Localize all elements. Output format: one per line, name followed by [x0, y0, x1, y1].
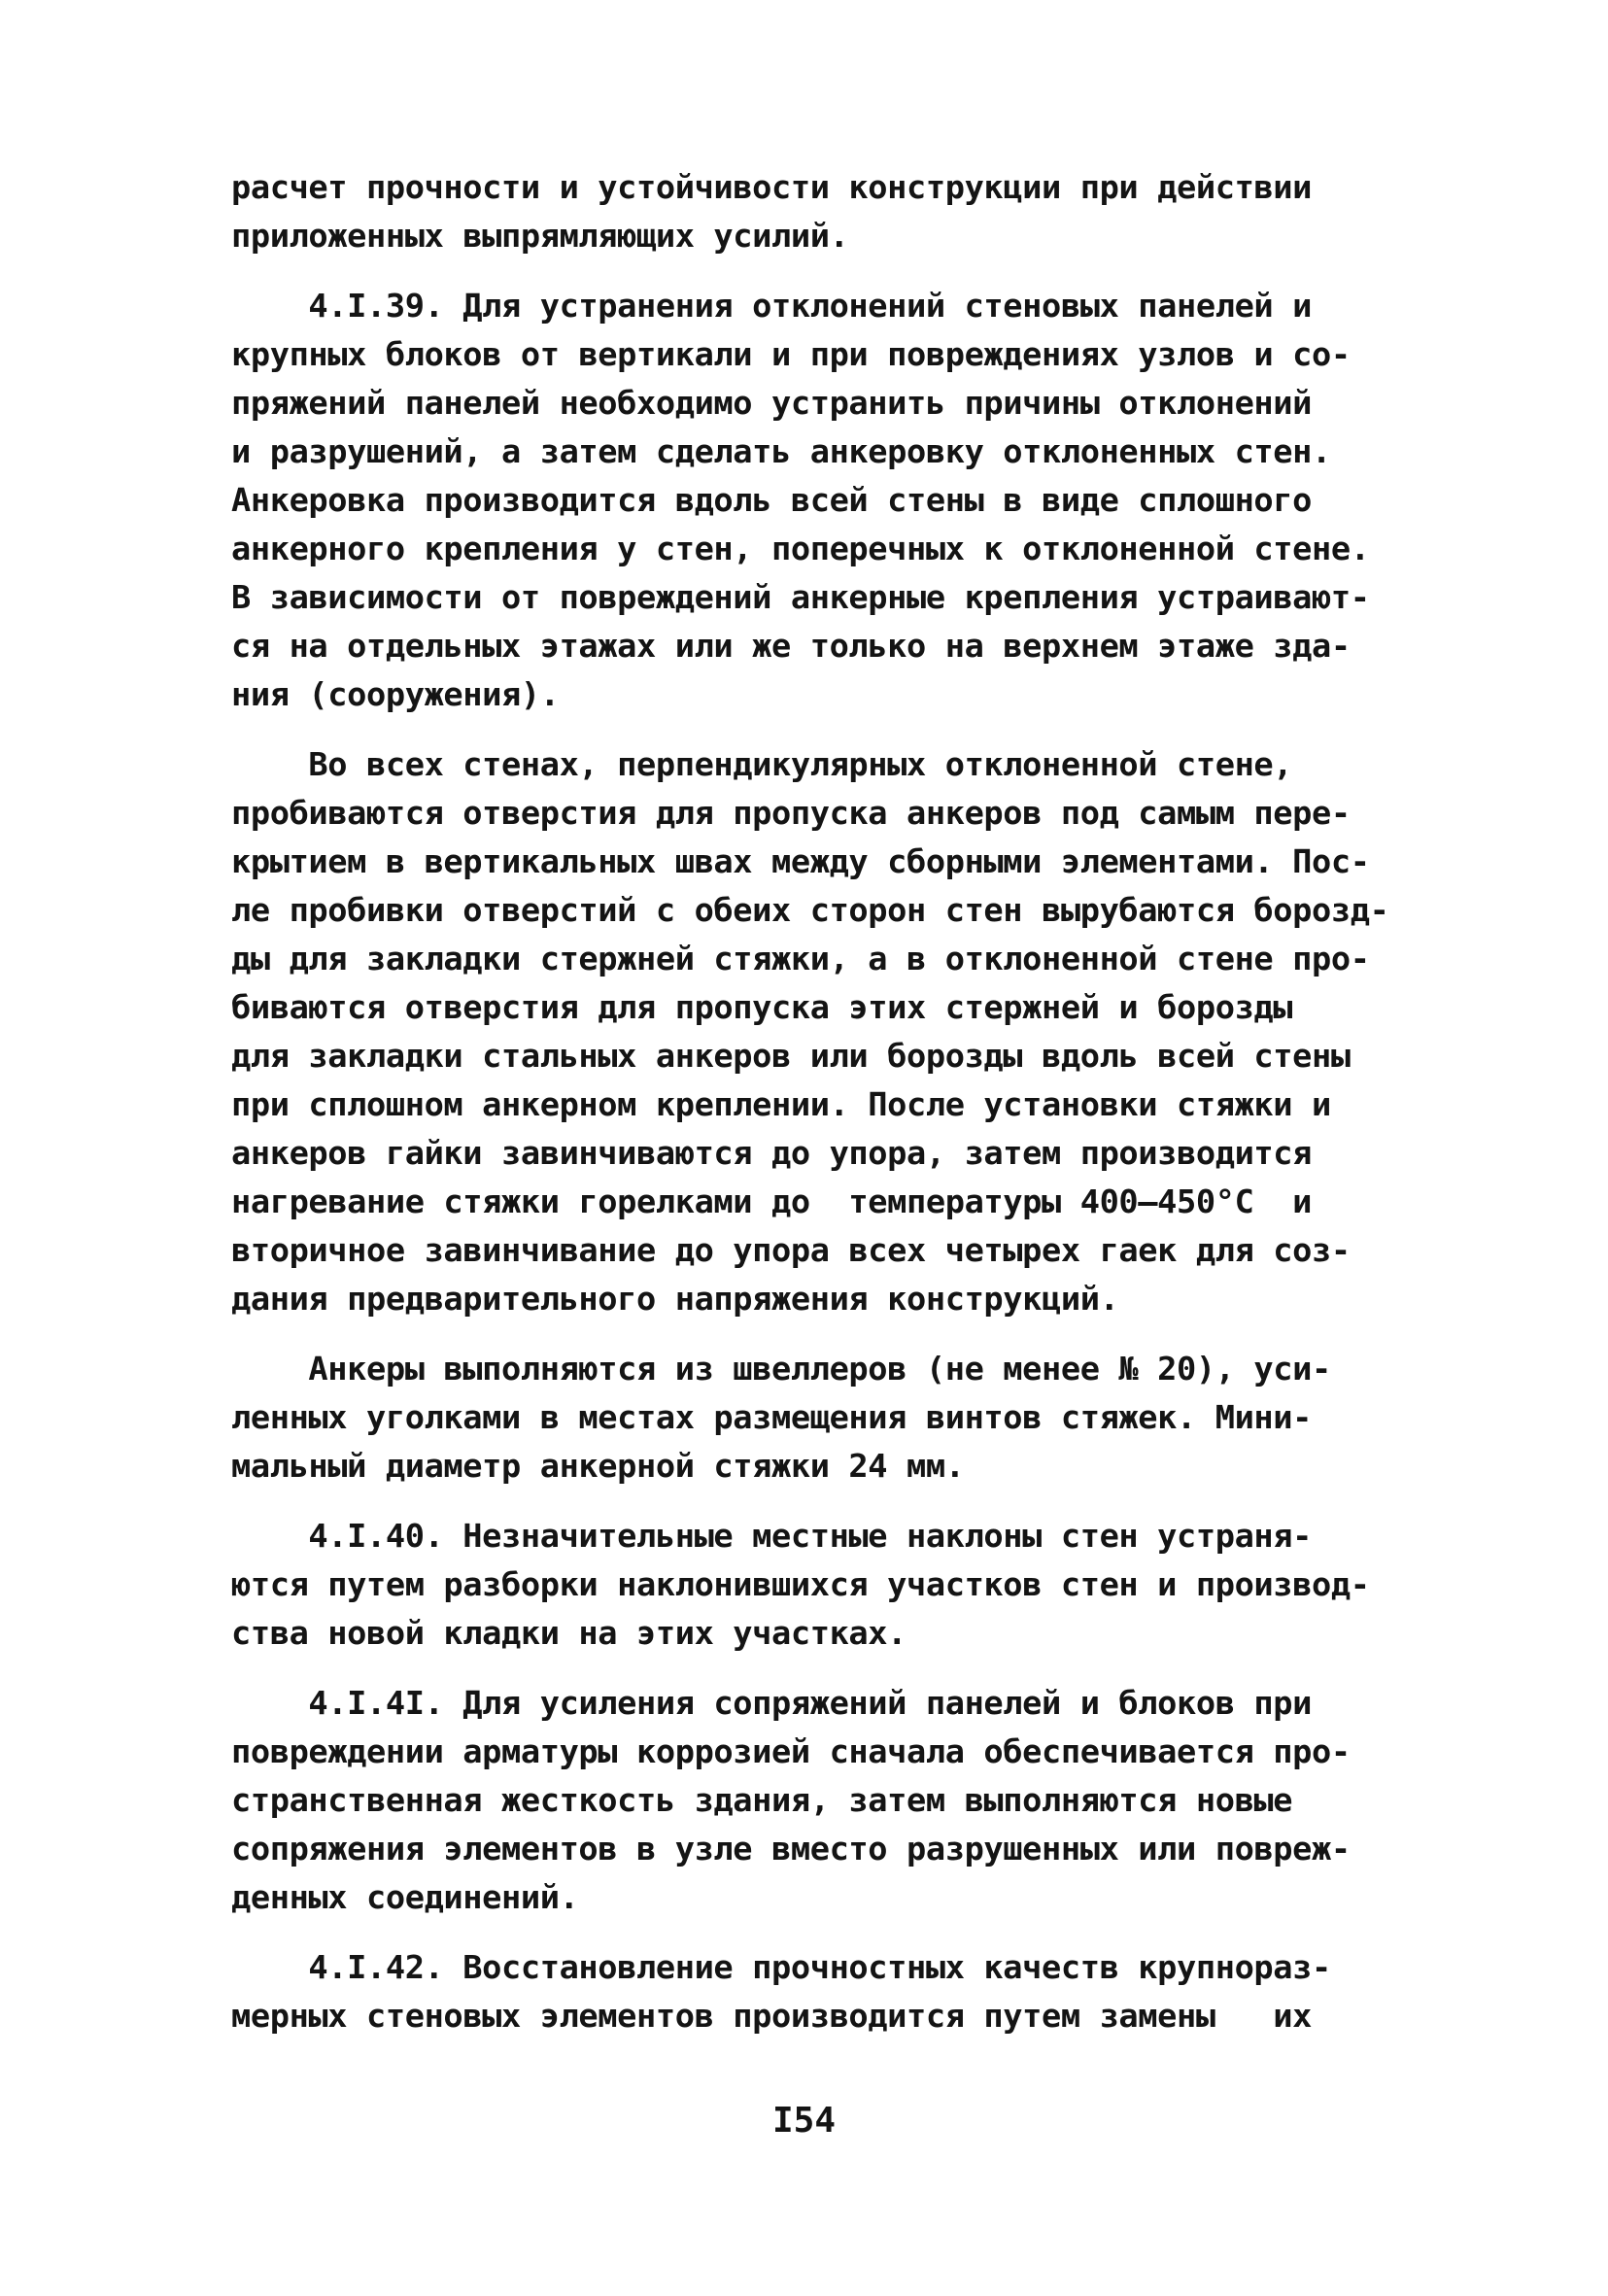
- text-line: расчет прочности и устойчивости конструкции при действии: [231, 168, 1313, 206]
- text-line: 4.I.4I. Для усиления сопряжений панелей и блоков при: [231, 1684, 1313, 1722]
- text-line: ства новой кладки на этих участках.: [231, 1614, 907, 1652]
- text-line: повреждении арматуры коррозией сначала обеспечивается про-: [231, 1732, 1351, 1770]
- text-line: Анкеровка производится вдоль всей стены в виде сплошного: [231, 481, 1313, 519]
- text-line: 4.I.40. Незначительные местные наклоны стен устраня-: [231, 1517, 1313, 1555]
- text-line: Во всех стенах, перпендикулярных отклоненной стене,: [231, 745, 1293, 783]
- text-line: и разрушений, а затем сделать анкеровку отклоненных стен.: [231, 432, 1331, 470]
- paragraph-4-1-39: [231, 282, 1426, 719]
- text-line: крытием в вертикальных швах между сборными элементами. Пос-: [231, 842, 1370, 880]
- text-line: Анкеры выполняются из швеллеров (не менее № 20), уси-: [231, 1350, 1331, 1388]
- text-line: мальный диаметр анкерной стяжки 24 мм.: [231, 1447, 965, 1485]
- paragraph-walls: [231, 740, 1426, 1323]
- text-line: ния (сооружения).: [231, 675, 560, 713]
- paragraph-4-1-41: [231, 1679, 1426, 1922]
- text-line: ются путем разборки наклонившихся участков стен и производ-: [231, 1565, 1370, 1603]
- text-line: ле пробивки отверстий с обеих сторон стен вырубаются борозд-: [231, 891, 1389, 929]
- paragraph-4-1-42: [231, 1943, 1426, 2040]
- text-line: ся на отдельных этажах или же только на верхнем этаже зда-: [231, 627, 1351, 665]
- text-line: нагревание стяжки горелками до температуры 400–450°С и: [231, 1182, 1313, 1220]
- text-line: ленных уголками в местах размещения винтов стяжек. Мини-: [231, 1398, 1313, 1436]
- text-line: вторичное завинчивание до упора всех четырех гаек для соз-: [231, 1231, 1351, 1269]
- text-line: пробиваются отверстия для пропуска анкеров под самым пере-: [231, 794, 1351, 832]
- page-number: I54: [771, 2101, 837, 2141]
- text-line: анкерного крепления у стен, поперечных к отклоненной стене.: [231, 530, 1370, 567]
- text-line: 4.I.42. Восстановление прочностных качеств крупнораз-: [231, 1948, 1331, 1986]
- paragraph-anchors: [231, 1345, 1426, 1491]
- text-line: странственная жесткость здания, затем выполняются новые: [231, 1781, 1293, 1819]
- text-line: мерных стеновых элементов производится путем замены их: [231, 1997, 1313, 2035]
- text-line: биваются отверстия для пропуска этих стержней и борозды: [231, 988, 1293, 1026]
- text-line: при сплошном анкерном креплении. После установки стяжки и: [231, 1085, 1331, 1123]
- text-line: приложенных выпрямляющих усилий.: [231, 217, 849, 255]
- text-line: денных соединений.: [231, 1878, 579, 1916]
- text-line: 4.I.39. Для устранения отклонений стеновых панелей и: [231, 287, 1313, 325]
- text-line: дания предварительного напряжения конструкций.: [231, 1280, 1119, 1318]
- text-line: ды для закладки стержней стяжки, а в отклоненной стене про-: [231, 940, 1370, 977]
- text-line: пряжений панелей необходимо устранить причины отклонений: [231, 384, 1313, 422]
- paragraph-4-1-40: [231, 1512, 1426, 1658]
- text-line: крупных блоков от вертикали и при повреждениях узлов и со-: [231, 335, 1351, 373]
- body-text: [231, 163, 1426, 2040]
- text-line: анкеров гайки завинчиваются до упора, затем производится: [231, 1134, 1313, 1172]
- text-line: для закладки стальных анкеров или борозды вдоль всей стены: [231, 1037, 1351, 1075]
- text-line: сопряжения элементов в узле вместо разрушенных или повреж-: [231, 1830, 1351, 1868]
- text-line: В зависимости от повреждений анкерные крепления устраивают-: [231, 578, 1370, 616]
- paragraph-continuation: [231, 163, 1426, 260]
